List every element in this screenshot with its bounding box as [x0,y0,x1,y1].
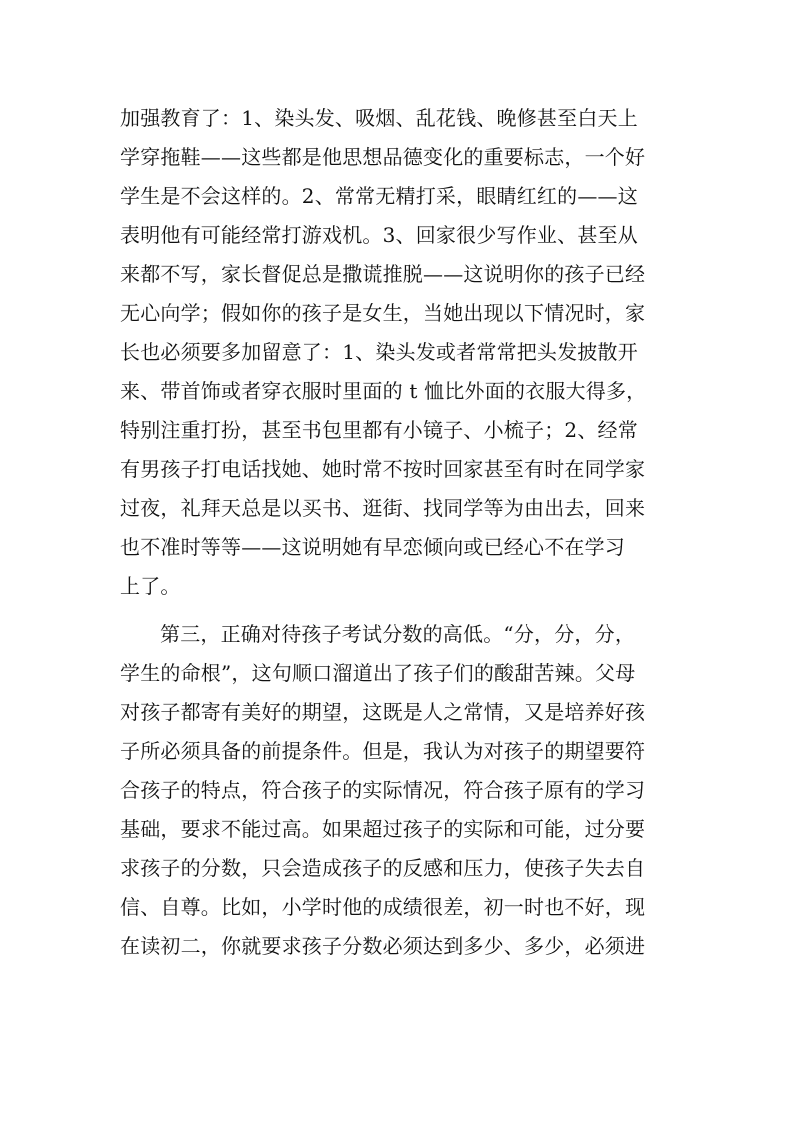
text-line: 加强教育了：1、染头发、吸烟、乱花钱、晚修甚至白天上 [120,106,638,130]
text-line: 信、自尊。比如，小学时他的成绩很差，初一时也不好，现 [120,895,646,919]
text-line: 特别注重打扮，甚至书包里都有小镜子、小梳子；2、经常 [120,418,638,442]
text-line: 学穿拖鞋——这些都是他思想品德变化的重要标志，一个好 [120,145,646,169]
text-line: 合孩子的特点，符合孩子的实际情况，符合孩子原有的学习 [120,778,646,802]
text-line: 无心向学；假如你的孩子是女生，当她出现以下情况时，家 [120,301,646,325]
text-line: 来、带首饰或者穿衣服时里面的 t 恤比外面的衣服大得多， [120,379,647,403]
text-line: 长也必须要多加留意了：1、染头发或者常常把头发披散开 [120,340,638,364]
text-line: 学生的命根”，这句顺口溜道出了孩子们的酸甜苦辣。父母 [120,661,636,685]
text-line: 过夜，礼拜天总是以买书、逛街、找同学等为由出去，回来 [120,496,646,520]
text-line: 基础，要求不能过高。如果超过孩子的实际和可能，过分要 [120,817,646,841]
text-line: 也不准时等等——这说明她有早恋倾向或已经心不在学习 [120,535,625,559]
text-line: 求孩子的分数，只会造成孩子的反感和压力，使孩子失去自 [120,856,646,880]
text-line: 来都不写，家长督促总是撒谎推脱——这说明你的孩子已经 [120,262,646,286]
text-line: 子所必须具备的前提条件。但是，我认为对孩子的期望要符 [120,739,646,763]
paragraph-first-line: 第三，正确对待孩子考试分数的高低。“分，分，分， [160,622,636,646]
text-line: 学生是不会这样的。2、常常无精打采，眼睛红红的——这 [120,184,638,208]
text-line: 有男孩子打电话找她、她时常不按时回家甚至有时在同学家 [120,457,646,481]
text-line: 对孩子都寄有美好的期望，这既是人之常情，又是培养好孩 [120,700,646,724]
text-line: 上了。 [120,574,181,598]
text-line: 在读初二，你就要求孩子分数必须达到多少、多少，必须进 [120,934,646,958]
text-line: 表明他有可能经常打游戏机。3、回家很少写作业、甚至从 [120,223,638,247]
